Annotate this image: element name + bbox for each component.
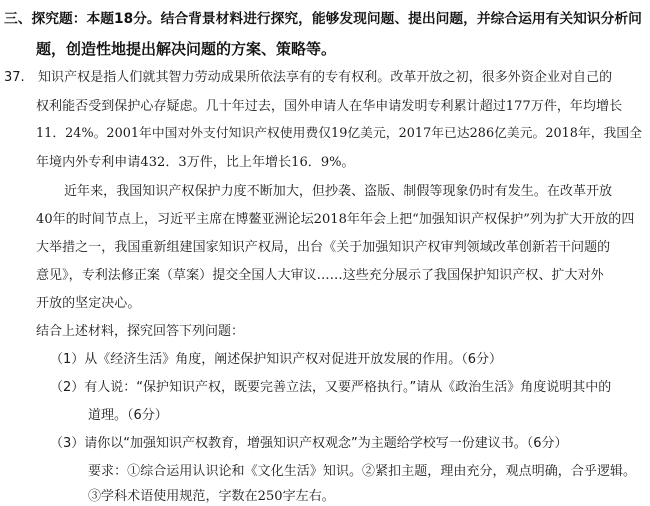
para2-line-4: 意见》，专利法修正案（草案）提交全国人大审议……这些充分展示了我国保护知识产权、扩大对外	[36, 268, 604, 283]
requirements-line-2: ③学科术语使用规范，字数在250字左右。	[88, 489, 335, 504]
sub-question-2-line-1: （2）有人说：“保护知识产权，既要完善立法，又要严格执行。”请从《政治生活》角度说明其中的	[50, 380, 612, 395]
question-prompt: 结合上述材料，探究回答下列问题：	[36, 324, 245, 339]
sub-question-1: （1）从《经济生活》角度，阐述保护知识产权对促进开放发展的作用。（6分）	[50, 352, 503, 367]
para1-line-4: 年境内外专利申请432．3万件，比上年增长16．9%。	[36, 155, 355, 170]
para2-line-1: 近年来，我国知识产权保护力度不断加大，但抄袭、盗版、制假等现象仍时有发生。在改革开放	[64, 184, 613, 199]
para1-line-3: 11．24%。2001年中国对外支付知识产权使用费仅19亿美元，2017年已达286亿美元。2018年，我国全	[36, 126, 642, 141]
para1-line-1: 知识产权是指人们就其智力劳动成果所依法享有的专有权利。改革开放之初，很多外资企业对自己的	[38, 70, 613, 85]
para1-line-2: 权利能否受到保护心存疑虑。几十年过去，国外申请人在华申请发明专利累计超过177万件，年均增长	[36, 99, 623, 114]
section-heading-line-2: 题，创造性地提出解决问题的方案、策略等。	[36, 40, 337, 58]
section-heading-line-1: 三、探究题：本题18分。结合背景材料进行探究，能够发现问题、提出问题，并综合运用有关知识分析问	[4, 11, 642, 27]
para2-line-5: 开放的坚定决心。	[36, 296, 141, 311]
sub-question-3: （3）请你以“加强知识产权教育，增强知识产权观念”为主题给学校写一份建议书。（6分）	[50, 436, 568, 451]
para2-line-2: 40年的时间节点上，习近平主席在博鳌亚洲论坛2018年年会上把“加强知识产权保护”列为扩大开放的四	[36, 212, 635, 227]
requirements-line-1: 要求：①综合运用认识论和《文化生活》知识。②紧扣主题，理由充分，观点明确，合乎逻辑。	[88, 464, 637, 479]
sub-question-2-line-2: 道理。（6分）	[88, 408, 168, 423]
question-number: 37.	[4, 70, 25, 85]
para2-line-3: 大举措之一，我国重新组建国家知识产权局，出台《关于加强知识产权审判领域改革创新若干问题的	[36, 240, 611, 255]
